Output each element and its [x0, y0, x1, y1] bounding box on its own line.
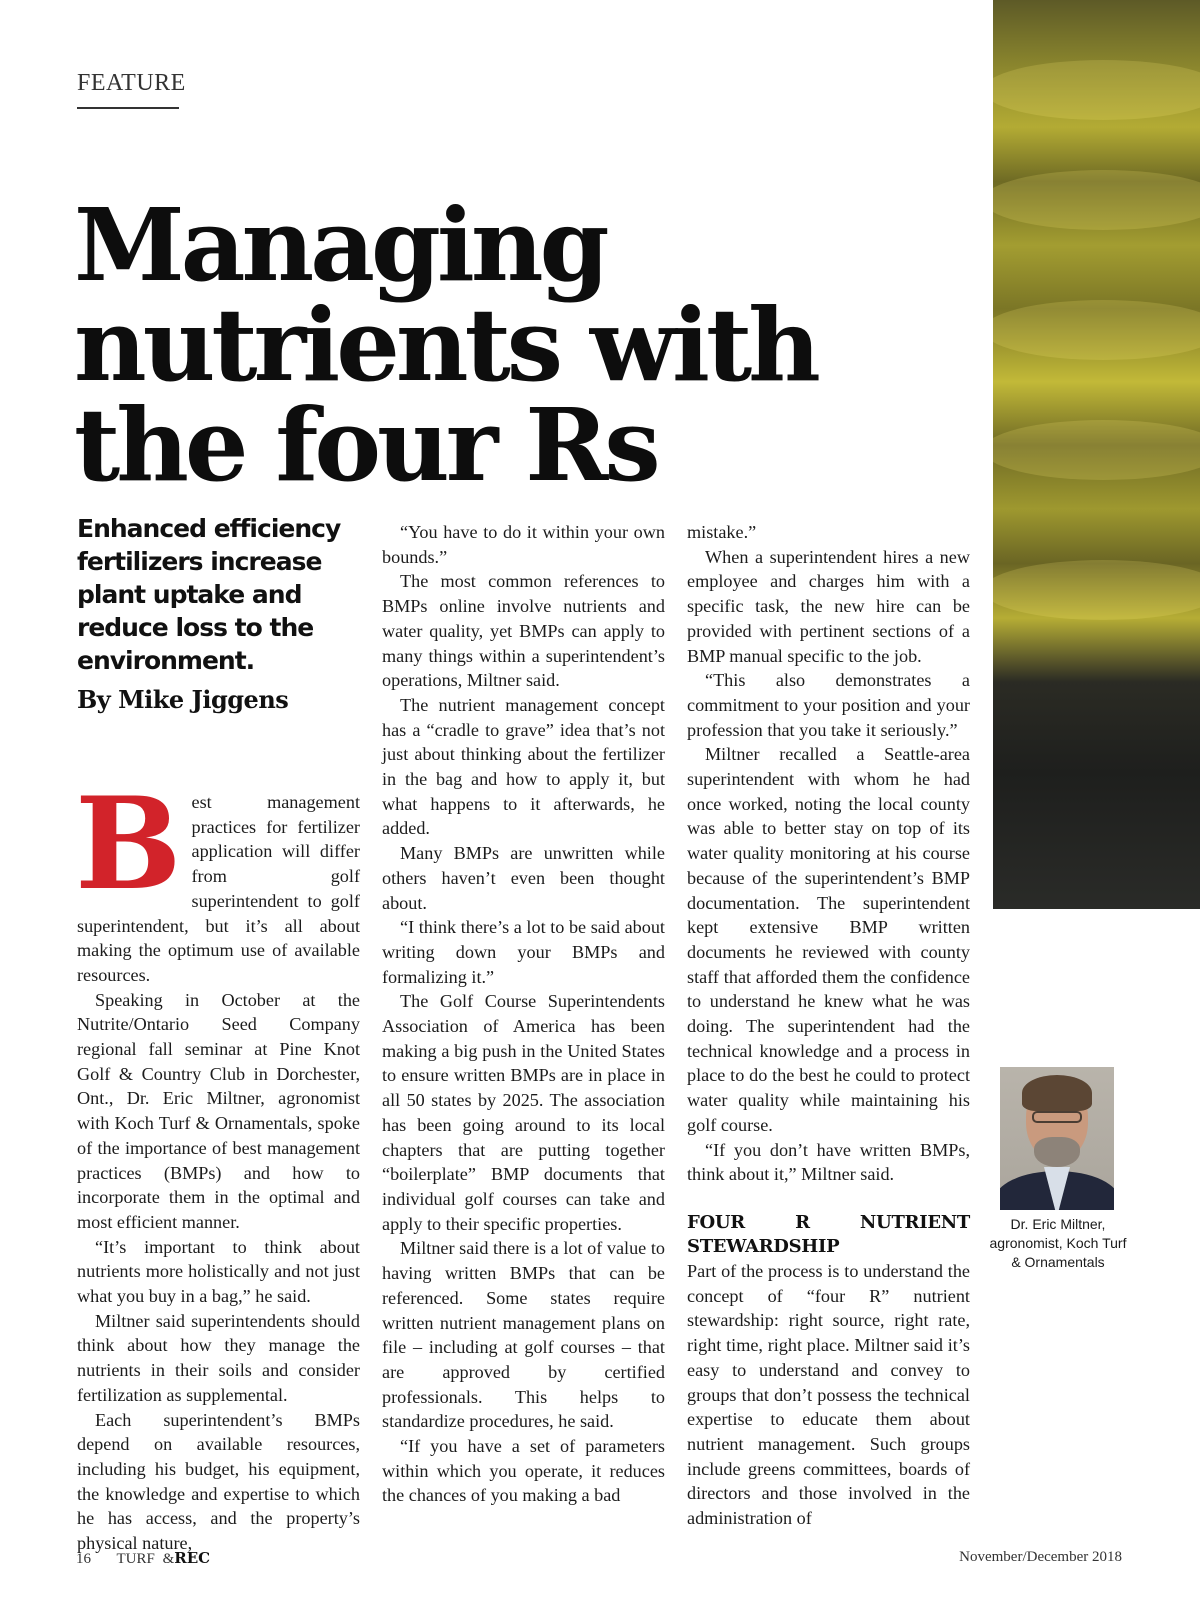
article-column-3	[687, 520, 970, 1531]
article-column-2	[382, 520, 665, 1508]
paragraph: “This also demonstrates a commitment to your position and your profession that you take it seriously.”	[687, 670, 970, 740]
page-number: 16	[76, 1551, 91, 1567]
paragraph: Miltner said superintendents should think about how they manage the nutrients in their soils and consider fertilization as supplemental.	[77, 1310, 360, 1405]
paragraph: Many BMPs are unwritten while others haven’t even been thought about.	[382, 843, 665, 913]
paragraph: Each superintendent’s BMPs depend on available resources, including his budget, his equipment, the knowledge and expertise to which he has access, and the property’s physical nature,	[77, 1409, 360, 1554]
issue-date: November/December 2018	[959, 1549, 1122, 1565]
byline: By Mike Jiggens	[77, 685, 289, 714]
paragraph: “You have to do it within your own bounds.”	[382, 522, 665, 567]
section-rule	[77, 107, 179, 109]
headline: Managing nutrients with the four Rs	[74, 186, 817, 504]
drop-cap: B	[75, 770, 182, 918]
paragraph: Miltner said there is a lot of value to having written BMPs that can be referenced. Some states require written nutrient management plans on file – including at golf courses – that are approved by certified professionals. This helps to standardize procedures, he said.	[382, 1238, 665, 1432]
footer-folio	[76, 1549, 210, 1568]
paragraph: “It’s important to think about nutrients more holistically and not just what you buy in a bag,” he said.	[77, 1236, 360, 1307]
paragraph: “If you don’t have written BMPs, think about it,” Miltner said.	[687, 1139, 970, 1185]
paragraph: Part of the process is to understand the concept of “four R” nutrient stewardship: right source, right rate, right time, right place. Miltner said it’s easy to understand and convey to groups that don’t possess the technical expertise to educate them about nutrient management. Such groups include greens committees, boards of directors and those involved in the administration of	[687, 1260, 970, 1529]
section-label: FEATURE	[77, 70, 186, 96]
deck: Enhanced efficiency fertilizers increase plant uptake and reduce loss to the environment.	[77, 514, 341, 675]
paragraph: Speaking in October at the Nutrite/Ontario Seed Company regional fall seminar at Pine Knot Golf & Country Club in Dorchester, Ont., Dr. Eric Miltner, agronomist with Koch Turf & Ornamentals, spoke of the importance of best management practices (BMPs) and how to incorporate them in the optimal and most efficient manner.	[77, 989, 360, 1232]
portrait-photo	[1000, 1067, 1114, 1210]
photo-caption: Dr. Eric Miltner, agronomist, Koch Turf & Ornamentals	[989, 1216, 1127, 1270]
fertilizer-bags-photo	[993, 0, 1200, 909]
paragraph: The most common references to BMPs online involve nutrients and water quality, yet BMPs can apply to many things within a superintendent’s operations, Miltner said.	[382, 571, 665, 691]
publication-name-light: TURF &	[116, 1551, 175, 1567]
lead-paragraph	[75, 770, 360, 988]
subhead: FOUR R NUTRIENT STEWARDSHIP	[687, 1211, 970, 1257]
publication-name-bold: REC	[174, 1549, 211, 1567]
paragraph: “I think there’s a lot to be said about writing down your BMPs and formalizing it.”	[382, 917, 665, 987]
paragraph: Miltner recalled a Seattle-area superintendent with whom he had once worked, noting the local county was able to better stay on top of its water quality monitoring at his course because of the superintendent’s BMP documentation. The superintendent kept extensive BMP written documents he reviewed with county staff that afforded them the confidence to understand he knew what he was doing. The superintendent had the technical knowledge and a process in place to do the best he could to protect water quality while maintaining his golf course.	[687, 744, 970, 1135]
paragraph: The Golf Course Superintendents Association of America has been making a big push in the United States to ensure written BMPs are in place in all 50 states by 2025. The association has been going around to its local chapters that are putting together “boilerplate” BMP documents that individual golf courses can take and apply to their specific properties.	[382, 991, 665, 1234]
paragraph: “If you have a set of parameters within which you operate, it reduces the chances of you making a bad	[382, 1436, 665, 1506]
paragraph: When a superintendent hires a new employee and charges him with a specific task, the new hire can be provided with pertinent sections of a BMP manual specific to the job.	[687, 546, 970, 666]
article-column-1	[75, 770, 360, 1556]
paragraph: mistake.”	[687, 522, 757, 542]
lead-text: est management practices for fertilizer application will differ from golf superintendent to golf superintendent, but it’s all about making the optimum use of available resources.	[77, 792, 360, 985]
paragraph: The nutrient management concept has a “cradle to grave” idea that’s not just about thinking about the fertilizer in the bag and how to apply it, but what happens to it afterwards, he added.	[382, 694, 665, 839]
